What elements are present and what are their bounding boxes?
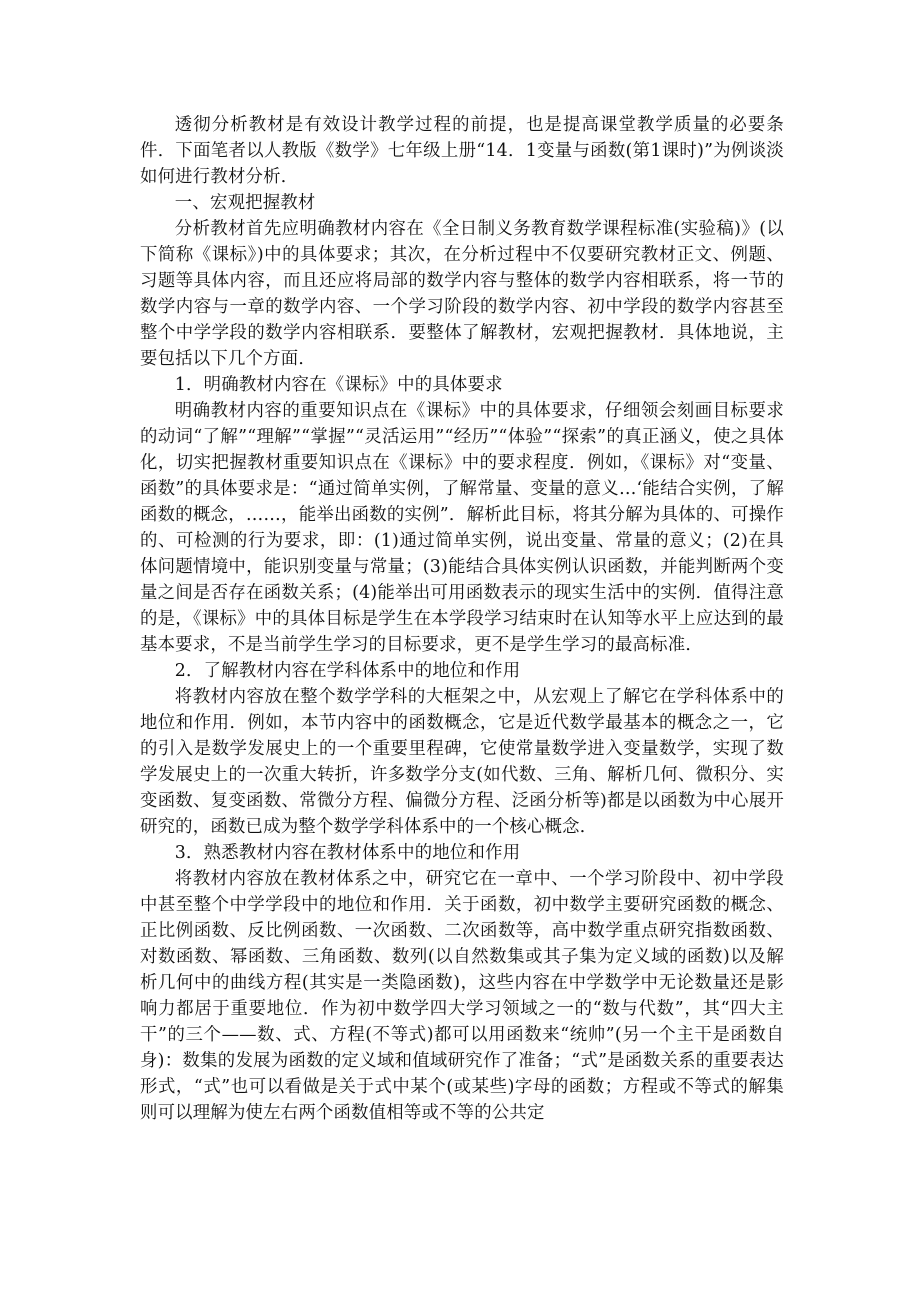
subsection-heading-3: 3．熟悉教材内容在教材体系中的地位和作用 <box>174 843 521 863</box>
intro-paragraph: 透彻分析教材是有效设计教学过程的前提，也是提高课堂教学质量的必要条件．下面笔者以人教版《数学》七年级上册“14．1变量与函数(第1课时)”为例谈淡如何进行教材分析． <box>140 115 784 187</box>
document-body <box>140 112 784 1126</box>
subsection-heading-2: 2．了解教材内容在学科体系中的地位和作用 <box>174 661 521 681</box>
subsection-2-paragraph: 将教材内容放在整个数学学科的大框架之中，从宏观上了解它在学科体系中的地位和作用．例如，本节内容中的函数概念，它是近代数学最基本的概念之一，它的引入是数学发展史上的一个重要里程碑，它使常量数学进入变量数学，实现了数学发展史上的一次重大转折，许多数学分支(如代数、三角、解析几何、微积分、实变函数、复变函数、常微分方程、偏微分方程、泛函分析等)都是以函数为中心展开研究的，函数已成为整个数学学科体系中的一个核心概念． <box>140 687 784 837</box>
section-1-paragraph: 分析教材首先应明确教材内容在《全日制义务教育数学课程标准(实验稿)》(以下简称《课标》)中的具体要求；其次，在分析过程中不仅要研究教材正文、例题、习题等具体内容，而且还应将局部的数学内容与整体的数学内容相联系，将一节的数学内容与一章的数学内容、一个学习阶段的数学内容、初中学段的数学内容甚至整个中学学段的数学内容相联系．要整体了解教材，宏观把握教材．具体地说，主要包括以下几个方面． <box>140 219 784 369</box>
section-heading-1: 一、宏观把握教材 <box>174 193 316 213</box>
subsection-1-paragraph: 明确教材内容的重要知识点在《课标》中的具体要求，仔细领会刻画目标要求的动词“了解”“理解”“掌握”“灵活运用”“经历”“体验”“探索”的真正涵义，使之具体化，切实把握教材重要知识点在《课标》中的要求程度．例如，《课标》对“变量、函数”的具体要求是：“通过简单实例，了解常量、变量的意义…‘能结合实例，了解函数的概念，……，能举出函数的实例”．解析此目标，将其分解为具体的、可操作的、可检测的行为要求，即：(1)通过简单实例，说出变量、常量的意义；(2)在具体问题情境中，能识别变量与常量；(3)能结合具体实例认识函数，并能判断两个变量之间是否存在函数关系；(4)能举出可用函数表示的现实生活中的实例．值得注意的是，《课标》中的具体目标是学生在本学段学习结束时在认知等水平上应达到的最基本要求，不是当前学生学习的目标要求，更不是学生学习的最高标准． <box>140 401 784 655</box>
subsection-3-paragraph: 将教材内容放在教材体系之中，研究它在一章中、一个学习阶段中、初中学段中甚至整个中学学段中的地位和作用．关于函数，初中数学主要研究函数的概念、正比例函数、反比例函数、一次函数、二次函数等，高中数学重点研究指数函数、对数函数、幂函数、三角函数、数列(以自然数集或其子集为定义域的函数)以及解析几何中的曲线方程(其实是一类隐函数)，这些内容在中学数学中无论数量还是影响力都居于重要地位．作为初中数学四大学习领域之一的“数与代数”，其“四大主干”的三个——数、式、方程(不等式)都可以用函数来“统帅”(另一个主干是函数自身)：数集的发展为函数的定义域和值域研究作了准备；“式”是函数关系的重要表达形式，“式”也可以看做是关于式中某个(或某些)字母的函数；方程或不等式的解集则可以理解为使左右两个函数值相等或不等的公共定 <box>140 869 784 1123</box>
subsection-heading-1: 1．明确教材内容在《课标》中的具体要求 <box>174 375 503 395</box>
